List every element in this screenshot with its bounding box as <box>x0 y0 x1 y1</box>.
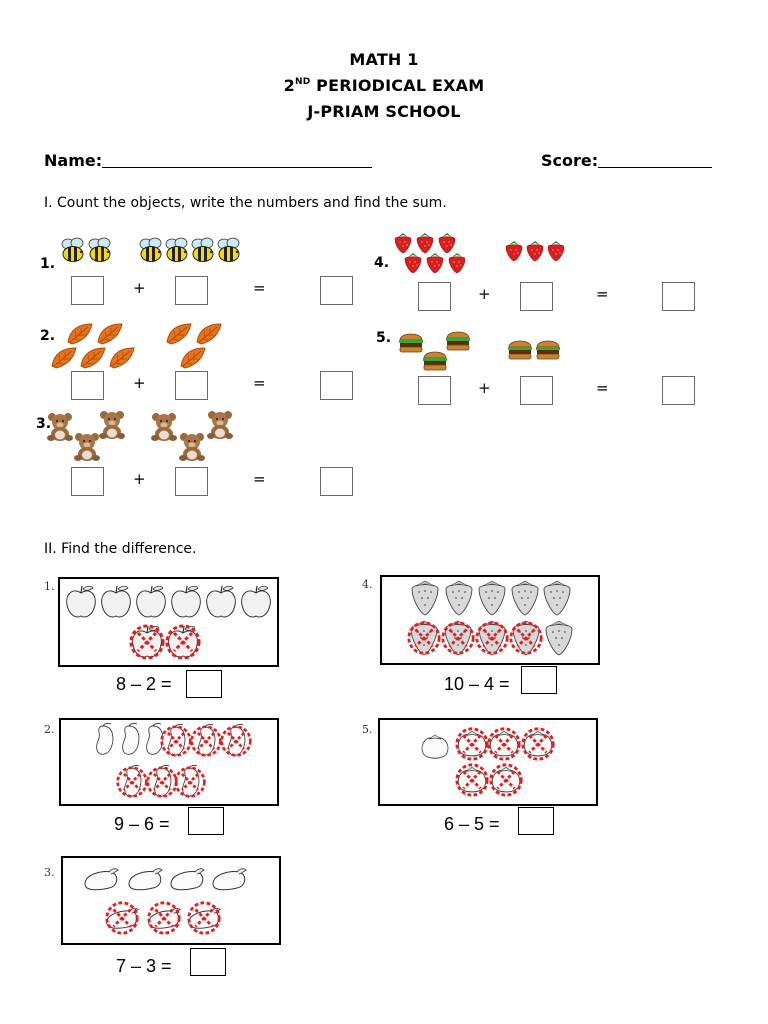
item-2-sum-answer[interactable] <box>320 371 353 400</box>
diff-5-answer[interactable] <box>518 807 554 835</box>
diff-3-number: 3. <box>44 866 55 879</box>
diff-4-answer[interactable] <box>521 666 557 694</box>
item-1-left-answer[interactable] <box>71 276 104 305</box>
score-field[interactable] <box>541 151 712 170</box>
equals-sign: = <box>253 279 266 297</box>
item-1-right-answer[interactable] <box>175 276 208 305</box>
item-4-right-answer[interactable] <box>520 282 553 311</box>
exam-title <box>0 76 768 95</box>
diff-1-number: 1. <box>44 580 55 593</box>
item-1-sum-answer[interactable] <box>320 276 353 305</box>
item-2-number: 2. <box>40 328 56 344</box>
item-3-sum-answer[interactable] <box>320 467 353 496</box>
name-line[interactable] <box>102 153 372 168</box>
item-4-sum-answer[interactable] <box>662 282 695 311</box>
plus-sign: + <box>133 470 146 488</box>
part1-instruction: I. Count the objects, write the numbers and find the sum. <box>44 195 447 211</box>
diff-2-number: 2. <box>44 723 55 736</box>
item-4-number: 4. <box>374 255 390 271</box>
plus-sign: + <box>478 285 491 303</box>
diff-5-number: 5. <box>362 723 373 736</box>
school-name: J-PRIAM SCHOOL <box>307 102 461 121</box>
diff-1-answer[interactable] <box>186 670 222 698</box>
diff-4-equation: 10 – 4 = <box>444 674 510 694</box>
score-line[interactable] <box>598 153 712 168</box>
diff-4-number: 4. <box>362 578 373 591</box>
diff-4-frame <box>380 575 600 665</box>
exam-number-suffix: ND <box>294 77 311 87</box>
plus-sign: + <box>133 279 146 297</box>
item-3-right-answer[interactable] <box>175 467 208 496</box>
item-2-left-answer[interactable] <box>71 371 104 400</box>
name-label: Name: <box>44 151 103 170</box>
item-5-right-answer[interactable] <box>520 376 553 405</box>
diff-3-answer[interactable] <box>190 948 226 976</box>
item-5-left-answer[interactable] <box>418 376 451 405</box>
equals-sign: = <box>253 470 266 488</box>
diff-2-frame <box>59 718 279 806</box>
equals-sign: = <box>596 379 609 397</box>
item-3-left-answer[interactable] <box>71 467 104 496</box>
item-4-left-answer[interactable] <box>418 282 451 311</box>
item-2-right-answer[interactable] <box>175 371 208 400</box>
exam-number: 2 <box>283 76 295 95</box>
item-5-number: 5. <box>376 330 392 346</box>
equals-sign: = <box>253 374 266 392</box>
score-label: Score: <box>541 151 599 170</box>
diff-1-frame <box>58 577 279 667</box>
exam-subject: MATH 1 <box>349 50 419 69</box>
plus-sign: + <box>133 374 146 392</box>
name-field[interactable] <box>44 151 372 170</box>
exam-title-text: PERIODICAL EXAM <box>310 76 485 95</box>
diff-3-equation: 7 – 3 = <box>116 956 172 976</box>
item-3-number: 3. <box>36 416 52 432</box>
diff-5-frame <box>378 718 598 806</box>
diff-5-equation: 6 – 5 = <box>444 814 500 834</box>
item-5-sum-answer[interactable] <box>662 376 695 405</box>
diff-2-equation: 9 – 6 = <box>114 814 170 834</box>
diff-1-equation: 8 – 2 = <box>116 674 172 694</box>
equals-sign: = <box>596 285 609 303</box>
plus-sign: + <box>478 379 491 397</box>
item-1-number: 1. <box>40 256 56 272</box>
diff-2-answer[interactable] <box>188 807 224 835</box>
diff-3-frame <box>61 856 281 945</box>
part2-instruction: II. Find the difference. <box>44 541 197 557</box>
